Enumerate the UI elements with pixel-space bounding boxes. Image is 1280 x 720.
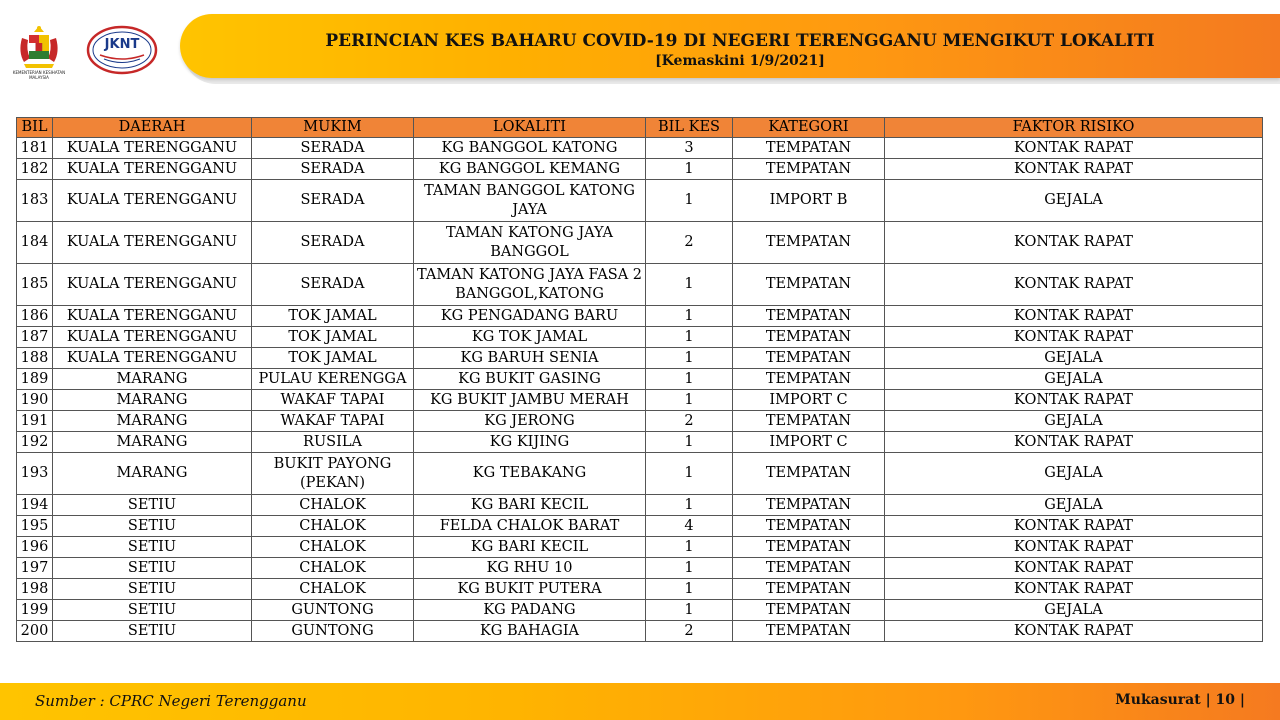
cell-kategori: TEMPATAN bbox=[733, 621, 885, 642]
cell-mukim: SERADA bbox=[252, 138, 414, 159]
cell-faktor-risiko: KONTAK RAPAT bbox=[885, 264, 1263, 306]
cell-mukim: RUSILA bbox=[252, 432, 414, 453]
cell-bil: 188 bbox=[17, 348, 53, 369]
table-row bbox=[17, 390, 1263, 411]
cell-lokaliti: KG KIJING bbox=[414, 432, 646, 453]
cases-table bbox=[16, 117, 1263, 642]
cell-mukim: SERADA bbox=[252, 180, 414, 222]
cell-bil-kes: 1 bbox=[646, 579, 733, 600]
cell-faktor-risiko: GEJALA bbox=[885, 600, 1263, 621]
cell-bil-kes: 1 bbox=[646, 159, 733, 180]
jknt-logo-text: JKNT bbox=[104, 37, 140, 52]
cell-kategori: TEMPATAN bbox=[733, 600, 885, 621]
table-row bbox=[17, 579, 1263, 600]
cell-faktor-risiko: GEJALA bbox=[885, 348, 1263, 369]
cell-daerah: MARANG bbox=[53, 369, 252, 390]
cell-bil-kes: 1 bbox=[646, 327, 733, 348]
cell-faktor-risiko: KONTAK RAPAT bbox=[885, 432, 1263, 453]
cell-lokaliti: FELDA CHALOK BARAT bbox=[414, 516, 646, 537]
cell-faktor-risiko: KONTAK RAPAT bbox=[885, 390, 1263, 411]
cell-faktor-risiko: GEJALA bbox=[885, 453, 1263, 495]
cell-daerah: SETIU bbox=[53, 621, 252, 642]
col-header-kategori: KATEGORI bbox=[733, 118, 885, 138]
cell-bil-kes: 1 bbox=[646, 264, 733, 306]
cell-faktor-risiko: KONTAK RAPAT bbox=[885, 537, 1263, 558]
cell-kategori: IMPORT C bbox=[733, 432, 885, 453]
cell-faktor-risiko: GEJALA bbox=[885, 411, 1263, 432]
cell-bil: 194 bbox=[17, 495, 53, 516]
cell-mukim: CHALOK bbox=[252, 495, 414, 516]
ministry-logo-caption: KEMENTERIAN KESIHATAN MALAYSIA bbox=[12, 70, 66, 80]
cell-bil: 187 bbox=[17, 327, 53, 348]
table-header-row bbox=[17, 118, 1263, 138]
cell-faktor-risiko: KONTAK RAPAT bbox=[885, 558, 1263, 579]
table-row bbox=[17, 159, 1263, 180]
cell-bil-kes: 1 bbox=[646, 348, 733, 369]
cell-mukim: TOK JAMAL bbox=[252, 306, 414, 327]
cell-lokaliti: KG PENGADANG BARU bbox=[414, 306, 646, 327]
cell-daerah: MARANG bbox=[53, 411, 252, 432]
cell-daerah: KUALA TERENGGANU bbox=[53, 348, 252, 369]
cell-bil: 190 bbox=[17, 390, 53, 411]
table-row bbox=[17, 432, 1263, 453]
cell-bil: 184 bbox=[17, 222, 53, 264]
cell-lokaliti: KG BUKIT PUTERA bbox=[414, 579, 646, 600]
cell-bil-kes: 1 bbox=[646, 495, 733, 516]
col-header-bil-kes: BIL KES bbox=[646, 118, 733, 138]
cell-faktor-risiko: KONTAK RAPAT bbox=[885, 159, 1263, 180]
cell-mukim: GUNTONG bbox=[252, 621, 414, 642]
cell-faktor-risiko: KONTAK RAPAT bbox=[885, 579, 1263, 600]
cell-kategori: TEMPATAN bbox=[733, 327, 885, 348]
cell-daerah: SETIU bbox=[53, 495, 252, 516]
cell-mukim: CHALOK bbox=[252, 558, 414, 579]
cell-bil: 200 bbox=[17, 621, 53, 642]
cell-kategori: IMPORT C bbox=[733, 390, 885, 411]
cell-bil: 183 bbox=[17, 180, 53, 222]
cell-bil: 182 bbox=[17, 159, 53, 180]
cell-kategori: TEMPATAN bbox=[733, 453, 885, 495]
cell-daerah: KUALA TERENGGANU bbox=[53, 222, 252, 264]
cell-daerah: SETIU bbox=[53, 558, 252, 579]
cell-mukim: SERADA bbox=[252, 159, 414, 180]
table-row bbox=[17, 453, 1263, 495]
cell-faktor-risiko: KONTAK RAPAT bbox=[885, 222, 1263, 264]
cell-kategori: TEMPATAN bbox=[733, 369, 885, 390]
cell-kategori: TEMPATAN bbox=[733, 411, 885, 432]
footer-page-number: Mukasurat | 10 | bbox=[1115, 692, 1245, 708]
cell-lokaliti: KG BANGGOL KATONG bbox=[414, 138, 646, 159]
cell-kategori: TEMPATAN bbox=[733, 516, 885, 537]
cell-daerah: MARANG bbox=[53, 453, 252, 495]
cell-bil-kes: 3 bbox=[646, 138, 733, 159]
cell-kategori: TEMPATAN bbox=[733, 159, 885, 180]
col-header-mukim: MUKIM bbox=[252, 118, 414, 138]
cell-faktor-risiko: KONTAK RAPAT bbox=[885, 306, 1263, 327]
table-row bbox=[17, 558, 1263, 579]
cell-bil-kes: 1 bbox=[646, 369, 733, 390]
table-row bbox=[17, 138, 1263, 159]
table-row bbox=[17, 621, 1263, 642]
cell-daerah: SETIU bbox=[53, 579, 252, 600]
cell-lokaliti: KG BARUH SENIA bbox=[414, 348, 646, 369]
cell-bil: 197 bbox=[17, 558, 53, 579]
cell-lokaliti: KG BARI KECIL bbox=[414, 537, 646, 558]
cell-lokaliti: TAMAN BANGGOL KATONG JAYA bbox=[414, 180, 646, 222]
cell-lokaliti: KG TOK JAMAL bbox=[414, 327, 646, 348]
cell-bil-kes: 1 bbox=[646, 558, 733, 579]
cell-mukim: SERADA bbox=[252, 222, 414, 264]
cell-kategori: TEMPATAN bbox=[733, 579, 885, 600]
cell-bil-kes: 1 bbox=[646, 537, 733, 558]
cell-daerah: SETIU bbox=[53, 516, 252, 537]
cell-bil: 186 bbox=[17, 306, 53, 327]
cell-bil: 198 bbox=[17, 579, 53, 600]
cell-bil: 189 bbox=[17, 369, 53, 390]
cell-bil: 185 bbox=[17, 264, 53, 306]
cell-mukim: WAKAF TAPAI bbox=[252, 411, 414, 432]
cell-lokaliti: KG BANGGOL KEMANG bbox=[414, 159, 646, 180]
table-body bbox=[17, 138, 1263, 642]
cell-bil: 191 bbox=[17, 411, 53, 432]
cell-lokaliti: KG BAHAGIA bbox=[414, 621, 646, 642]
cell-mukim: SERADA bbox=[252, 264, 414, 306]
col-header-daerah: DAERAH bbox=[53, 118, 252, 138]
cell-bil: 196 bbox=[17, 537, 53, 558]
cell-kategori: IMPORT B bbox=[733, 180, 885, 222]
cell-faktor-risiko: GEJALA bbox=[885, 180, 1263, 222]
cell-mukim: CHALOK bbox=[252, 516, 414, 537]
cell-lokaliti: KG BUKIT JAMBU MERAH bbox=[414, 390, 646, 411]
cell-kategori: TEMPATAN bbox=[733, 264, 885, 306]
cell-bil-kes: 2 bbox=[646, 222, 733, 264]
cell-bil-kes: 1 bbox=[646, 390, 733, 411]
table-row bbox=[17, 495, 1263, 516]
col-header-lokaliti: LOKALITI bbox=[414, 118, 646, 138]
cell-kategori: TEMPATAN bbox=[733, 348, 885, 369]
cell-bil-kes: 1 bbox=[646, 306, 733, 327]
cell-daerah: KUALA TERENGGANU bbox=[53, 264, 252, 306]
cell-daerah: KUALA TERENGGANU bbox=[53, 327, 252, 348]
table-row bbox=[17, 600, 1263, 621]
cell-bil: 192 bbox=[17, 432, 53, 453]
cell-lokaliti: KG RHU 10 bbox=[414, 558, 646, 579]
table-row bbox=[17, 537, 1263, 558]
cell-bil-kes: 1 bbox=[646, 453, 733, 495]
table-row bbox=[17, 306, 1263, 327]
cell-kategori: TEMPATAN bbox=[733, 558, 885, 579]
jknt-logo bbox=[86, 25, 158, 75]
cell-lokaliti: KG BARI KECIL bbox=[414, 495, 646, 516]
cell-mukim: TOK JAMAL bbox=[252, 327, 414, 348]
cell-faktor-risiko: KONTAK RAPAT bbox=[885, 327, 1263, 348]
cell-daerah: MARANG bbox=[53, 432, 252, 453]
cell-lokaliti: KG JERONG bbox=[414, 411, 646, 432]
cell-mukim: CHALOK bbox=[252, 579, 414, 600]
cell-mukim: CHALOK bbox=[252, 537, 414, 558]
cell-kategori: TEMPATAN bbox=[733, 138, 885, 159]
col-header-faktor-risiko: FAKTOR RISIKO bbox=[885, 118, 1263, 138]
cell-faktor-risiko: KONTAK RAPAT bbox=[885, 621, 1263, 642]
cell-lokaliti: KG PADANG bbox=[414, 600, 646, 621]
cell-lokaliti: TAMAN KATONG JAYA BANGGOL bbox=[414, 222, 646, 264]
cell-lokaliti: KG TEBAKANG bbox=[414, 453, 646, 495]
table-row bbox=[17, 516, 1263, 537]
cell-bil: 181 bbox=[17, 138, 53, 159]
col-header-bil: BIL bbox=[17, 118, 53, 138]
table-row bbox=[17, 327, 1263, 348]
cell-bil: 199 bbox=[17, 600, 53, 621]
cell-bil-kes: 1 bbox=[646, 600, 733, 621]
cell-daerah: KUALA TERENGGANU bbox=[53, 180, 252, 222]
cell-mukim: GUNTONG bbox=[252, 600, 414, 621]
cell-kategori: TEMPATAN bbox=[733, 495, 885, 516]
table-row bbox=[17, 180, 1263, 222]
cell-faktor-risiko: KONTAK RAPAT bbox=[885, 138, 1263, 159]
cell-daerah: SETIU bbox=[53, 600, 252, 621]
table-row bbox=[17, 222, 1263, 264]
cell-bil-kes: 1 bbox=[646, 180, 733, 222]
cell-faktor-risiko: GEJALA bbox=[885, 495, 1263, 516]
cell-kategori: TEMPATAN bbox=[733, 222, 885, 264]
table-row bbox=[17, 411, 1263, 432]
table-row bbox=[17, 348, 1263, 369]
cell-bil: 193 bbox=[17, 453, 53, 495]
table-row bbox=[17, 264, 1263, 306]
cell-faktor-risiko: GEJALA bbox=[885, 369, 1263, 390]
cell-mukim: WAKAF TAPAI bbox=[252, 390, 414, 411]
cell-bil-kes: 4 bbox=[646, 516, 733, 537]
cell-bil-kes: 1 bbox=[646, 432, 733, 453]
cell-lokaliti: KG BUKIT GASING bbox=[414, 369, 646, 390]
cell-faktor-risiko: KONTAK RAPAT bbox=[885, 516, 1263, 537]
cell-mukim: PULAU KERENGGA bbox=[252, 369, 414, 390]
cell-daerah: KUALA TERENGGANU bbox=[53, 159, 252, 180]
cell-bil: 195 bbox=[17, 516, 53, 537]
cell-daerah: KUALA TERENGGANU bbox=[53, 306, 252, 327]
cell-kategori: TEMPATAN bbox=[733, 306, 885, 327]
cell-bil-kes: 2 bbox=[646, 411, 733, 432]
table-row bbox=[17, 369, 1263, 390]
cell-bil-kes: 2 bbox=[646, 621, 733, 642]
cell-lokaliti: TAMAN KATONG JAYA FASA 2 BANGGOL,KATONG bbox=[414, 264, 646, 306]
page-title: PERINCIAN KES BAHARU COVID-19 DI NEGERI TERENGGANU MENGIKUT LOKALITI bbox=[325, 31, 1155, 51]
cell-daerah: MARANG bbox=[53, 390, 252, 411]
cell-kategori: TEMPATAN bbox=[733, 537, 885, 558]
page-subtitle-date: [Kemaskini 1/9/2021] bbox=[655, 53, 825, 69]
cell-daerah: KUALA TERENGGANU bbox=[53, 138, 252, 159]
cell-mukim: BUKIT PAYONG (PEKAN) bbox=[252, 453, 414, 495]
cell-daerah: SETIU bbox=[53, 537, 252, 558]
footer-source: Sumber : CPRC Negeri Terengganu bbox=[35, 692, 307, 710]
cell-mukim: TOK JAMAL bbox=[252, 348, 414, 369]
